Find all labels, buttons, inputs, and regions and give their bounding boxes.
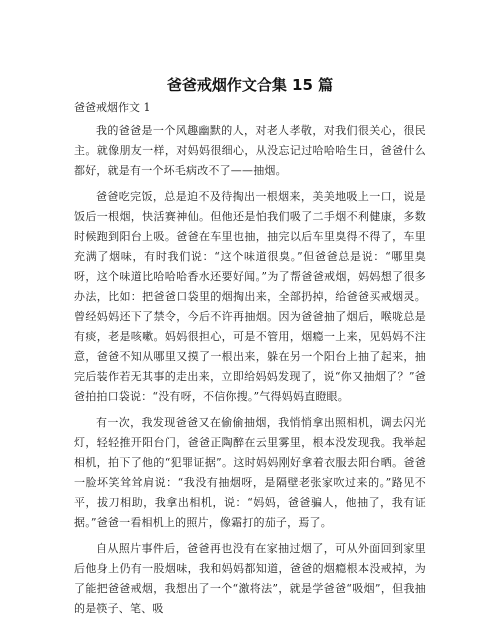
essay-body [74,121,426,625]
paragraph-1: 我的爸爸是一个风趣幽默的人，对老人孝敬，对我们很关心，很民主。就像朋友一样，对妈妈很细心，从没忘记过哈哈哈生日，爸爸什么都好，就是有一个坏毛病改不了——抽烟。 [74,124,426,177]
paragraph-3: 有一次，我发现爸爸又在偷偷抽烟，我悄悄拿出照相机，调去闪光灯，轻轻推开阳台门，爸爸正陶醉在云里雾里，根本没发现我。我举起相机，拍下了他的“犯罪证据”。这时妈妈刚好拿着衣服去阳台晒。爸爸一脸坏笑耸耸肩说：“我没有抽烟呀，是隔壁老张家吹过来的。”路见不平，拔刀相助，我拿出相机，说：“妈妈，爸爸骗人，他抽了，我有证据。”爸爸一看相机上的照片，像霜打的茄子，焉了。 [74,416,426,529]
essay-heading: 爸爸戒烟作文 1 [74,101,151,114]
paragraph-2: 爸爸吃完饭，总是迫不及待掏出一根烟来，美美地吸上一口，说是饭后一根烟，快活赛神仙。但他还是怕我们吸了二手烟不利健康，多数时候跑到阳台上吸。爸爸在车里也抽，抽完以后车里臭得不得了，车里充满了烟味，有时我们说：“这个味道很臭。”但爸爸总是说：“哪里臭呀，这个味道比哈哈哈香水还要好闻。”为了帮爸爸戒烟，妈妈想了很多办法，比如：把爸爸口袋里的烟掏出来，全部扔掉，给爸爸买戒烟灵。曾经妈妈还下了禁令，今后不许再抽烟。因为爸爸抽了烟后，喉咙总是有痰，老是咳嗽。妈妈很担心，可是不管用，烟瘾一上来，见妈妈不注意，爸爸不知从哪里又摸了一根出来，躲在另一个阳台上抽了起来，抽完后装作若无其事的走出来，立即给妈妈发现了，说“你又抽烟了？”爸爸拍拍口袋说：“没有呀，不信你搜。”气得妈妈直瞪眼。 [74,190,426,403]
paragraph-4: 自从照片事件后，爸爸再也没有在家抽过烟了，可从外面回到家里后他身上仍有一股烟味，我和妈妈都知道，爸爸的烟瘾根本没戒掉，为了能把爸爸戒烟，我想出了一个“激将法”，就是学爸爸“吸烟”，但我抽的是筷子、笔、吸 [74,542,426,615]
document-title: 爸爸戒烟作文合集 15 篇 [166,76,334,94]
